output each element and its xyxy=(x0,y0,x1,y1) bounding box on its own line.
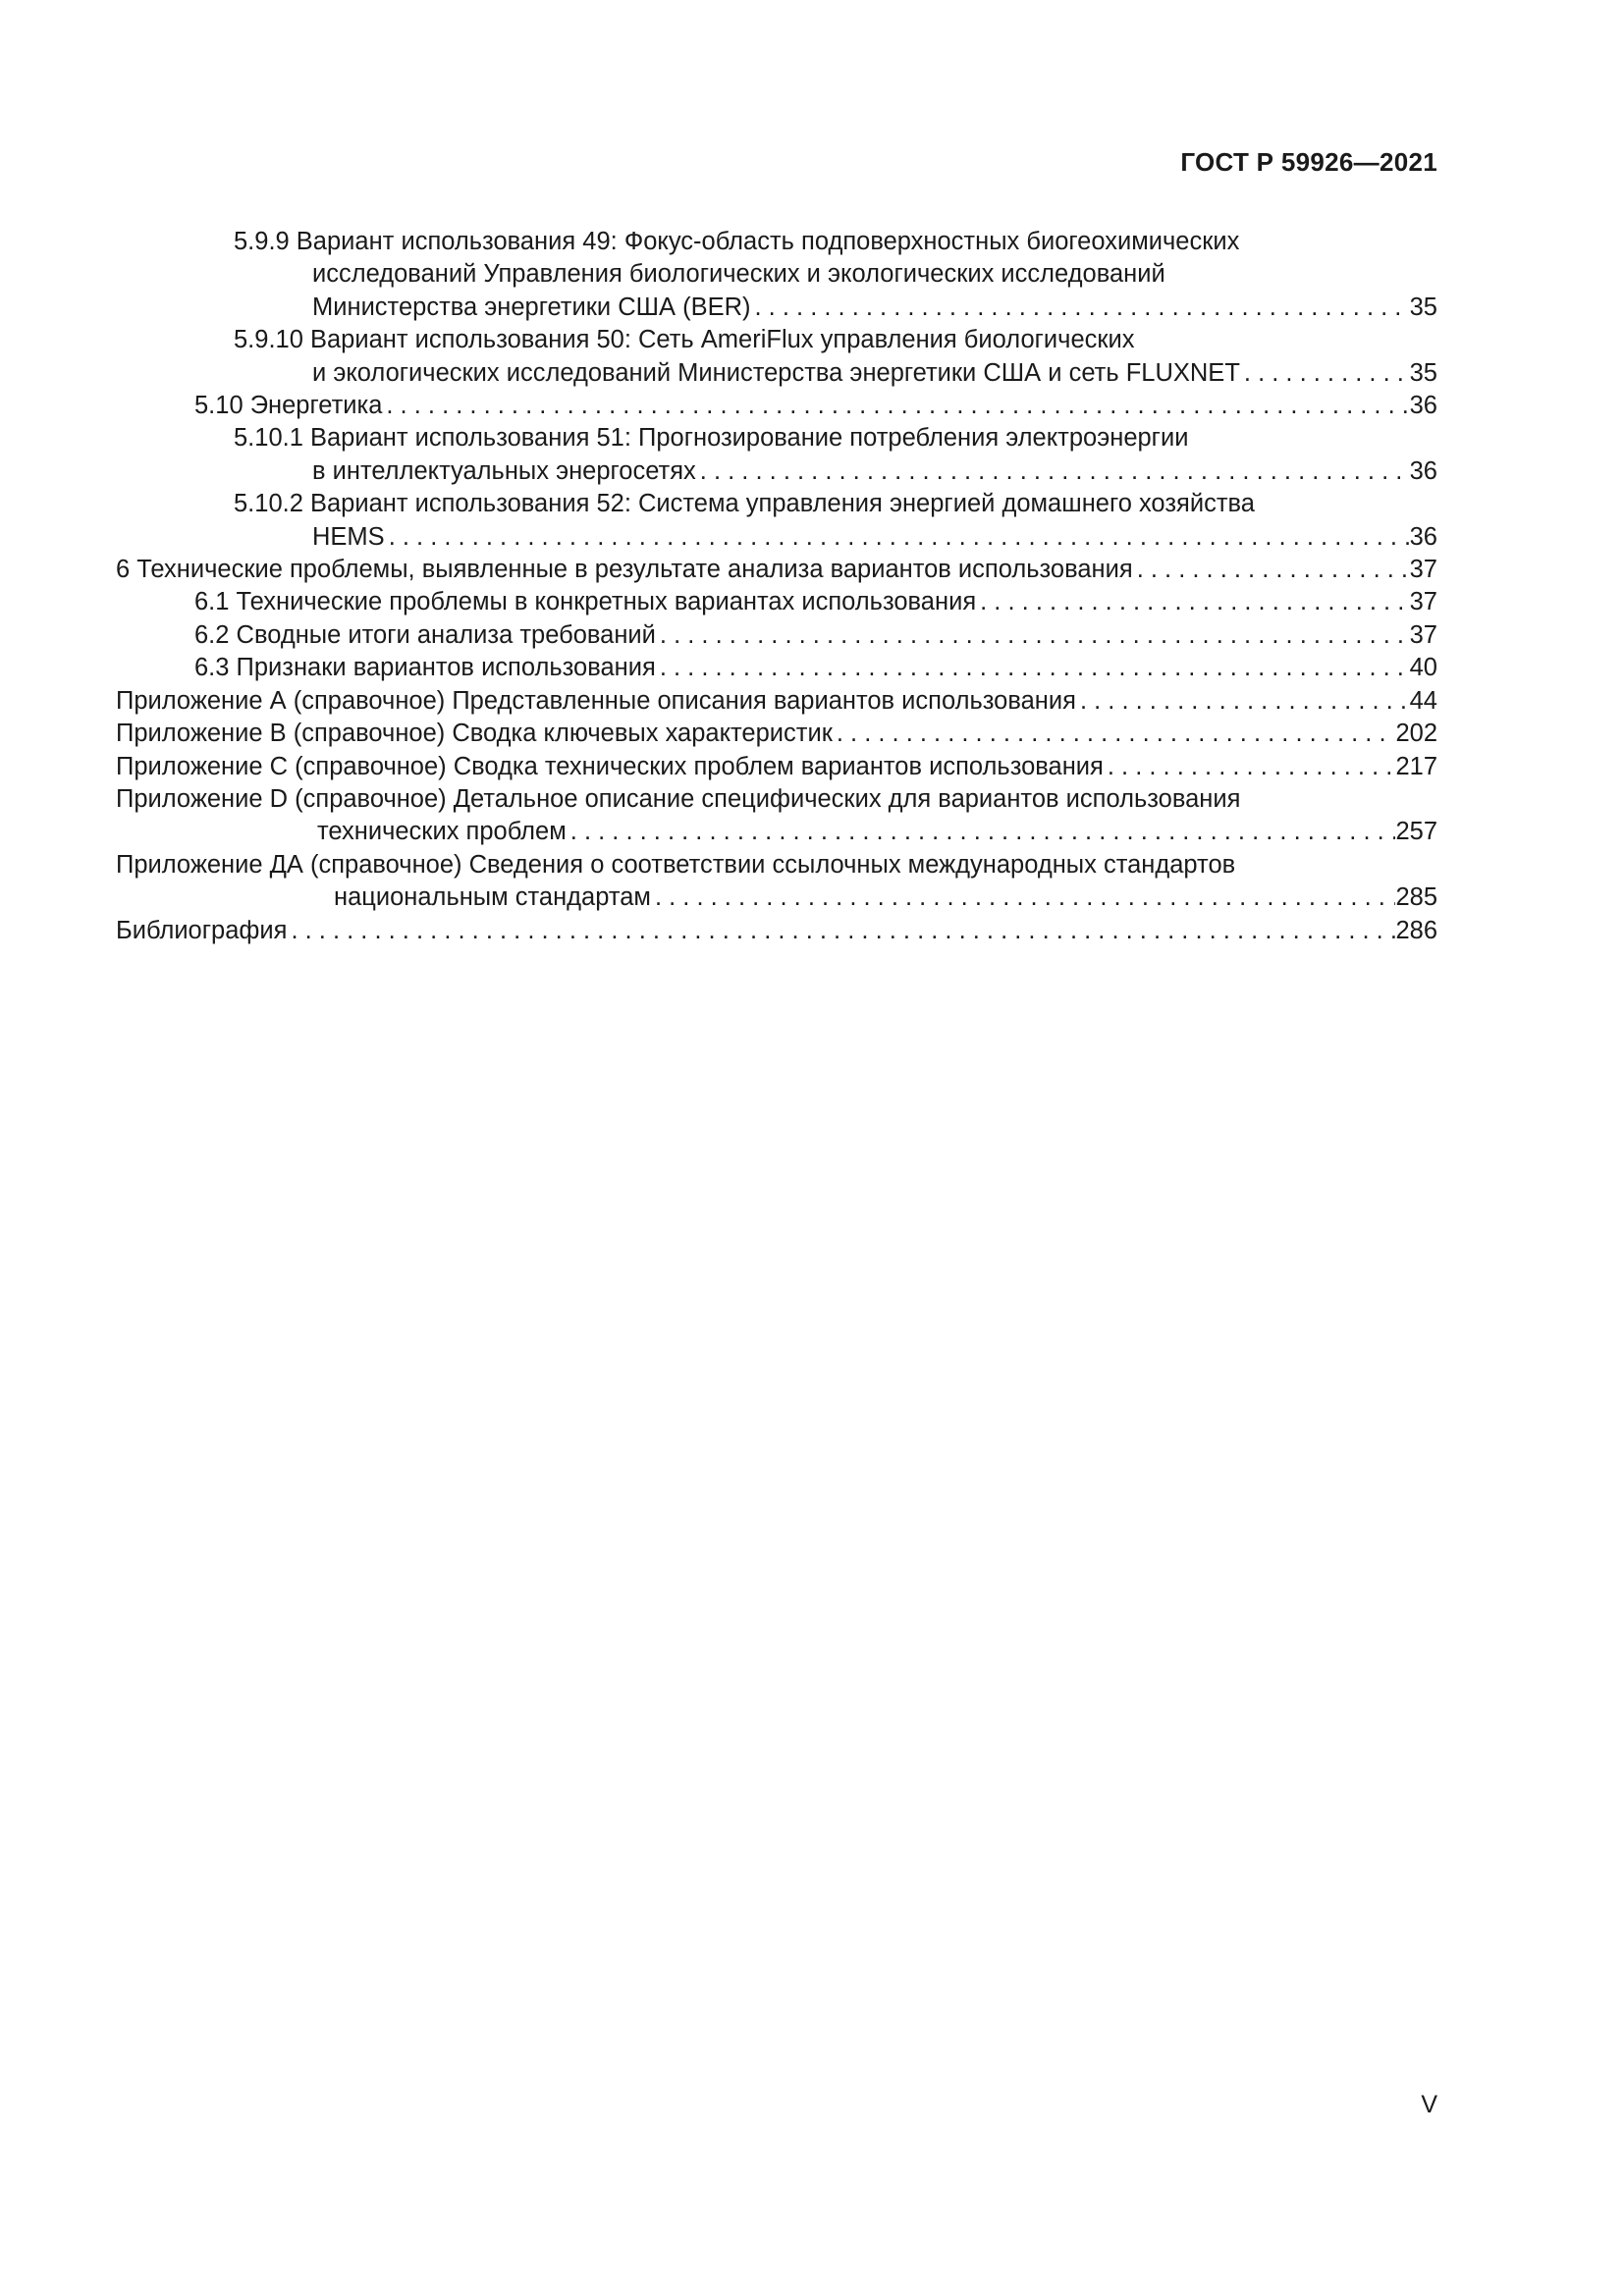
toc-page-number: 44 xyxy=(1409,686,1437,715)
toc-page-number: 37 xyxy=(1409,588,1437,616)
toc-entry-title: 6.1 Технические проблемы в конкретных вариантах использования xyxy=(194,588,977,616)
toc-entry-line xyxy=(116,488,1437,520)
toc-entry-title-continued: Министерства энергетики США (BER) xyxy=(312,293,751,321)
toc-entry-title-continued: национальным стандартам xyxy=(334,883,651,912)
toc-entry-title: Библиография xyxy=(116,916,288,944)
toc-entry-title-continued: технических проблем xyxy=(317,818,567,846)
toc-entry-line xyxy=(116,292,1437,324)
toc-entry-title: 6.3 Признаки вариантов использования xyxy=(194,654,656,682)
toc-page-number: 40 xyxy=(1409,654,1437,682)
dot-leader xyxy=(751,292,1410,324)
toc-entry-line xyxy=(116,226,1437,258)
toc-entry-title: 6.2 Сводные итоги анализа требований xyxy=(194,620,656,649)
page-number: V xyxy=(1421,2091,1437,2118)
toc-page-number: 37 xyxy=(1409,556,1437,584)
toc-entry-5-9-10[interactable] xyxy=(116,324,1437,390)
toc-entry-bibliography[interactable] xyxy=(116,915,1437,947)
toc-entry-5-9-9[interactable] xyxy=(116,226,1437,324)
toc-page-number: 202 xyxy=(1395,720,1437,748)
dot-leader xyxy=(1133,554,1410,586)
toc-entry-5-10-1[interactable] xyxy=(116,422,1437,488)
dot-leader xyxy=(567,816,1396,848)
toc-entry-line xyxy=(116,258,1437,291)
toc-entry-title: Приложение А (справочное) Представленные описания вариантов использования xyxy=(116,686,1076,715)
toc-entry-title: 5.10 Энергетика xyxy=(194,392,383,420)
toc-page-number: 257 xyxy=(1395,818,1437,846)
table-of-contents xyxy=(116,226,1437,947)
dot-leader xyxy=(696,455,1410,488)
dot-leader xyxy=(656,619,1410,652)
toc-entry-title-continued: в интеллектуальных энергосетях xyxy=(312,456,696,485)
toc-entry-appendix-b[interactable] xyxy=(116,718,1437,750)
toc-page-number: 285 xyxy=(1395,883,1437,912)
toc-entry-title: Приложение С (справочное) Сводка технических проблем вариантов использования xyxy=(116,752,1104,780)
toc-entry-title: Приложение В (справочное) Сводка ключевых характеристик xyxy=(116,720,833,748)
toc-entry-title: 5.10.2 Вариант использования 52: Система управления энергией домашнего хозяйства xyxy=(234,490,1255,518)
toc-entry-line xyxy=(116,751,1437,783)
toc-entry-title-continued: и экологических исследований Министерства энергетики США и сеть FLUXNET xyxy=(312,358,1240,387)
toc-entry-line xyxy=(116,357,1437,390)
toc-entry-appendix-a[interactable] xyxy=(116,685,1437,718)
toc-entry-5-10[interactable] xyxy=(116,390,1437,422)
dot-leader xyxy=(1104,751,1396,783)
toc-entry-line xyxy=(116,783,1437,816)
dot-leader xyxy=(382,390,1409,422)
toc-entry-line xyxy=(116,685,1437,718)
toc-entry-title: Приложение D (справочное) Детальное описание специфических для вариантов использования xyxy=(116,784,1241,813)
toc-entry-6-2[interactable] xyxy=(116,619,1437,652)
toc-entry-appendix-da[interactable] xyxy=(116,849,1437,915)
document-header: ГОСТ Р 59926—2021 xyxy=(1180,147,1437,177)
dot-leader xyxy=(385,521,1410,554)
toc-entry-line xyxy=(116,586,1437,618)
toc-entry-6[interactable] xyxy=(116,554,1437,586)
dot-leader xyxy=(833,718,1396,750)
dot-leader xyxy=(976,586,1409,618)
toc-entry-title-continued: исследований Управления биологических и экологических исследований xyxy=(312,260,1165,289)
toc-page-number: 35 xyxy=(1409,293,1437,321)
toc-entry-6-3[interactable] xyxy=(116,652,1437,684)
toc-entry-line xyxy=(116,718,1437,750)
toc-page-number: 35 xyxy=(1409,358,1437,387)
toc-entry-title: 5.10.1 Вариант использования 51: Прогнозирование потребления электроэнергии xyxy=(234,424,1189,453)
toc-entry-line xyxy=(116,652,1437,684)
dot-leader xyxy=(287,915,1395,947)
dot-leader xyxy=(656,652,1410,684)
toc-entry-title-continued: HEMS xyxy=(312,522,385,551)
toc-entry-line xyxy=(116,521,1437,554)
toc-page-number: 217 xyxy=(1395,752,1437,780)
toc-entry-line xyxy=(116,849,1437,881)
toc-entry-line xyxy=(116,619,1437,652)
toc-entry-line xyxy=(116,324,1437,356)
toc-page-number: 36 xyxy=(1409,522,1437,551)
toc-entry-line xyxy=(116,915,1437,947)
toc-entry-title: 5.9.9 Вариант использования 49: Фокус-область подповерхностных биогеохимических xyxy=(234,228,1240,255)
toc-page-number: 37 xyxy=(1409,620,1437,649)
dot-leader xyxy=(1240,357,1410,390)
toc-entry-line xyxy=(116,455,1437,488)
toc-page-number: 36 xyxy=(1409,392,1437,420)
toc-entry-title: 5.9.10 Вариант использования 50: Сеть AmeriFlux управления биологических xyxy=(234,326,1135,354)
toc-entry-line xyxy=(116,881,1437,914)
toc-entry-6-1[interactable] xyxy=(116,586,1437,618)
toc-entry-appendix-d[interactable] xyxy=(116,783,1437,849)
toc-page-number: 286 xyxy=(1395,916,1437,944)
toc-entry-appendix-c[interactable] xyxy=(116,751,1437,783)
toc-entry-5-10-2[interactable] xyxy=(116,488,1437,554)
toc-entry-title: Приложение ДА (справочное) Сведения о соответствии ссылочных международных стандартов xyxy=(116,850,1236,879)
toc-entry-line xyxy=(116,422,1437,454)
dot-leader xyxy=(651,881,1396,914)
toc-entry-line xyxy=(116,390,1437,422)
toc-entry-line xyxy=(116,554,1437,586)
toc-page-number: 36 xyxy=(1409,456,1437,485)
toc-entry-line xyxy=(116,816,1437,848)
dot-leader xyxy=(1076,685,1410,718)
toc-entry-title: 6 Технические проблемы, выявленные в результате анализа вариантов использования xyxy=(116,556,1133,584)
